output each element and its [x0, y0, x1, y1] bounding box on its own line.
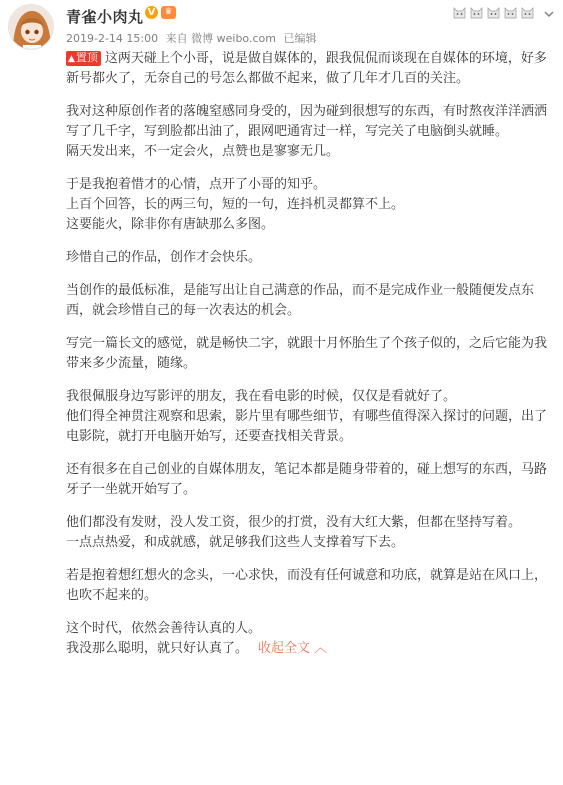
paragraph-line: 还有很多在自己创业的自媒体朋友，笔记本都是随身带着的，碰上想写的东西，马路牙子一坐就开始写了。	[66, 462, 548, 497]
pinned-label: 置顶	[75, 51, 98, 64]
paragraph	[66, 566, 551, 606]
paragraph-line: 珍惜自己的作品，创作才会快乐。	[66, 250, 262, 265]
paragraph	[66, 513, 551, 553]
paragraph-line: 这要能火，除非你有唐缺那么多图。	[66, 217, 275, 232]
paragraph-line: 我对这种原创作者的落魄窒感同身受的，因为碰到很想写的东西，有时熬夜洋洋洒洒写了几千字，写到脸都出油了，跟网吧通宵过一样，写完关了电脑倒头就睡。	[66, 104, 548, 139]
paragraph-line: 若是抱着想红想火的念头，一心求快，而没有任何诚意和功底，就算是站在风口上，也吹不起来的。	[66, 568, 548, 603]
paragraph	[66, 334, 551, 374]
paragraph-line: 我很佩服身边写影评的朋友，我在看电影的时候，仅仅是看就好了。	[66, 389, 457, 404]
verified-icon: V	[145, 6, 158, 19]
paragraph	[66, 619, 551, 659]
pinned-badge	[66, 51, 101, 66]
post-source[interactable]: 来自 微博 weibo.com	[165, 32, 276, 45]
post-content	[66, 49, 551, 672]
chevron-down-icon[interactable]	[542, 6, 556, 20]
collapse-label: 收起全文	[258, 641, 311, 656]
chevron-up-icon: ︿	[314, 641, 328, 656]
paragraph-line: 隔天发出来，不一定会火，点赞也是寥寥无几。	[66, 144, 340, 159]
paragraph-line: 他们都没有发财，没人发工资，很少的打赏，没有大红大紫，但都在坚持写着。	[66, 515, 522, 530]
post-header	[0, 0, 563, 48]
paragraph-line: 上百个回答，长的两三句，短的一句，连抖机灵都算不上。	[66, 197, 405, 212]
paragraph	[66, 248, 551, 268]
level-badge-icon: ♛	[161, 6, 176, 19]
paragraph-line: 这两天碰上个小哥，说是做自媒体的，跟我侃侃而谈现在自媒体的环境，好多新号都火了，无奈自己的号怎么都做不起来，做了几年才几百的关注。	[66, 51, 547, 86]
avatar[interactable]	[8, 4, 54, 50]
post-timestamp[interactable]: 2019-2-14 15:00	[66, 32, 159, 45]
paragraph	[66, 49, 551, 89]
paragraph	[66, 102, 551, 162]
edited-label: 已编辑	[283, 32, 317, 45]
paragraph	[66, 460, 551, 500]
paragraph	[66, 387, 551, 447]
cat-faces-icon	[452, 4, 536, 20]
post-meta	[66, 30, 320, 46]
paragraph-line: 当创作的最低标准，是能写出让自己满意的作品，而不是完成作业一般随便发点东西，就会珍惜自己的每一次表达的机会。	[66, 283, 535, 318]
paragraph	[66, 175, 551, 235]
paragraph-line-text: 我没那么聪明，就只好认真了。	[66, 641, 249, 656]
paragraph-line: 于是我抱着惜才的心情，点开了小哥的知乎。	[66, 177, 327, 192]
paragraph-line	[66, 639, 551, 659]
username[interactable]: 青雀小肉丸	[66, 8, 144, 26]
paragraph-line: 写完一篇长文的感觉，就是畅快二字，就跟十月怀胎生了个孩子似的，之后它能为我带来多少流量，随缘。	[66, 336, 548, 371]
paragraph	[66, 281, 551, 321]
collapse-button[interactable]	[258, 641, 327, 656]
paragraph-line: 一点点热爱，和成就感，就足够我们这些人支撑着写下去。	[66, 535, 405, 550]
paragraph-line: 这个时代，依然会善待认真的人。	[66, 621, 262, 636]
paragraph-line: 他们得全神贯注观察和思索，影片里有哪些细节，有哪些值得深入探讨的问题，出了电影院，就打开电脑开始写，还要查找相关背景。	[66, 409, 548, 444]
pin-icon: ▲	[68, 54, 75, 64]
